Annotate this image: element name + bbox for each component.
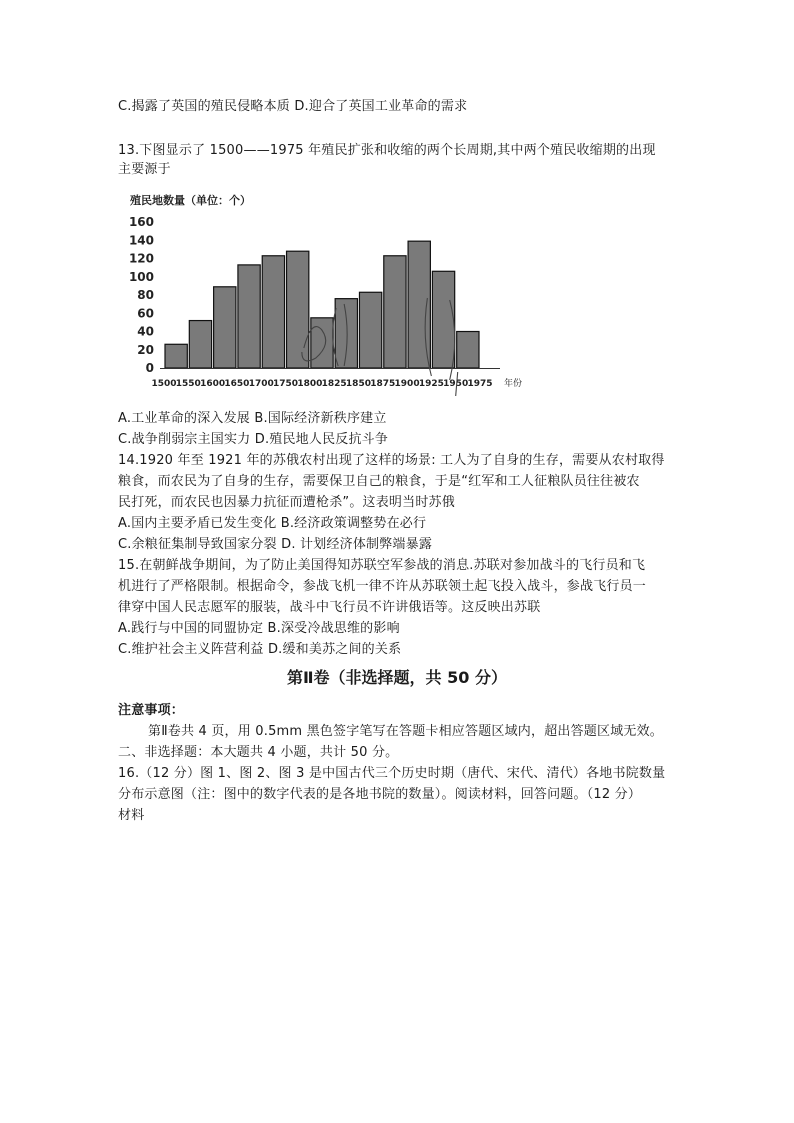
y-tick-label: 100 — [128, 269, 154, 284]
y-tick-label: 140 — [128, 233, 154, 248]
y-tick-label: 0 — [145, 361, 154, 375]
bar-1750-1800 — [287, 251, 309, 368]
question-15-options-cd: C.维护社会主义阵营利益 D.缓和美苏之间的关系 — [118, 642, 402, 657]
bar-1825-1850 — [335, 299, 357, 368]
question-14-options-cd: C.余粮征集制导致国家分裂 D. 计划经济体制弊端暴露 — [118, 537, 433, 552]
x-tick-label: 1700 — [248, 379, 274, 389]
question-14-stem: 14.1920 年至 1921 年的苏俄农村出现了这样的场景: 工人为了自身的生存，需要从农村取得 — [118, 453, 665, 468]
question-15-stem-cont2: 律穿中国人民志愿军的服装，战斗中飞行员不许讲俄语等。这反映出苏联 — [118, 600, 541, 615]
x-tick-label: 1875 — [370, 379, 396, 389]
y-tick-label: 80 — [137, 288, 154, 302]
bar-1850-1875 — [359, 292, 381, 368]
question-15-stem: 15.在朝鲜战争期间，为了防止美国得知苏联空军参战的消息.苏联对参加战斗的飞行员和飞 — [118, 558, 646, 573]
question-16-stem-cont: 分布示意图（注：图中的数字代表的是各地书院的数量）。阅读材料，回答问题。（12 分） — [118, 787, 642, 802]
question-15-options-ab: A.践行与中国的同盟协定 B.深受冷战思维的影响 — [118, 621, 400, 636]
y-tick-label: 20 — [137, 342, 154, 357]
x-tick-label: 1600 — [200, 379, 226, 389]
x-tick-label: 1650 — [224, 379, 250, 389]
x-tick-label: 1925 — [418, 379, 444, 389]
notice-text: 第Ⅱ卷共 4 页，用 0.5mm 黑色签字笔写在答题卡相应答题区域内，超出答题区域无效。 — [148, 724, 664, 739]
question-13-stem: 13.下图显示了 1500——1975 年殖民扩张和收缩的两个长周期,其中两个殖民收缩期的出现 — [118, 143, 656, 158]
question-14-options-ab: A.国内主要矛盾已发生变化 B.经济政策调整势在必行 — [118, 516, 427, 531]
question-13-stem-cont: 主要源于 — [118, 162, 171, 177]
bar-1700-1750 — [262, 256, 284, 368]
question-16-material-label: 材料 — [118, 808, 145, 823]
bar-1650-1700 — [238, 265, 260, 368]
bar-1950-1975 — [457, 332, 479, 369]
notice-heading: 注意事项： — [118, 703, 185, 718]
question-16-stem: 16.（12 分）图 1、图 2、图 3 是中国古代三个历史时期（唐代、宋代、清代）各地书院数量 — [118, 766, 666, 781]
option-line-q12-cd: C.揭露了英国的殖民侵略本质 D.迎合了英国工业革命的需求 — [118, 99, 468, 114]
y-axis-title: 殖民地数量（单位：个） — [130, 194, 251, 207]
question-14-stem-cont1: 粮食，而农民为了自身的生存，需要保卫自己的粮食，于是“红军和工人征粮队员往往被农 — [118, 474, 640, 489]
x-tick-label: 1825 — [321, 379, 347, 389]
y-tick-label: 120 — [128, 251, 154, 266]
x-tick-label: 1900 — [394, 379, 420, 389]
x-axis-title: 年份 — [504, 379, 523, 389]
question-13-options-ab: A.工业革命的深入发展 B.国际经济新秩序建立 — [118, 411, 387, 426]
question-15-stem-cont1: 机进行了严格限制。根据命令，参战飞机一律不许从苏联领土起飞投入战斗，参战飞行员一 — [118, 579, 647, 594]
section-title: 第Ⅱ卷（非选择题，共 50 分） — [287, 668, 507, 687]
x-tick-label: 1750 — [273, 379, 299, 389]
x-tick-label: 1800 — [297, 379, 323, 389]
bar-1875-1900 — [384, 256, 406, 368]
bar-1925-1950 — [432, 271, 454, 368]
x-tick-label: 1500 — [151, 379, 177, 389]
y-tick-label: 40 — [137, 324, 154, 339]
bar-1800-1825 — [311, 318, 333, 368]
y-tick-label: 60 — [137, 306, 154, 321]
colony-count-chart — [128, 188, 548, 398]
bar-1600-1650 — [214, 287, 236, 368]
y-tick-label: 160 — [128, 215, 154, 229]
question-14-stem-cont2: 民打死，而农民也因暴力抗征而遭枪杀”。这表明当时苏俄 — [118, 495, 455, 510]
bar-1500-1550 — [165, 344, 187, 368]
question-13-options-cd: C.战争削弱宗主国实力 D.殖民地人民反抗斗争 — [118, 432, 389, 447]
x-tick-label: 1950 — [443, 379, 469, 389]
x-tick-label: 1850 — [345, 379, 371, 389]
x-tick-label: 1550 — [175, 379, 201, 389]
x-tick-label: 1975 — [467, 379, 493, 389]
part-two-heading: 二、非选择题：本大题共 4 小题，共计 50 分。 — [118, 745, 399, 760]
bar-1550-1600 — [189, 321, 211, 368]
